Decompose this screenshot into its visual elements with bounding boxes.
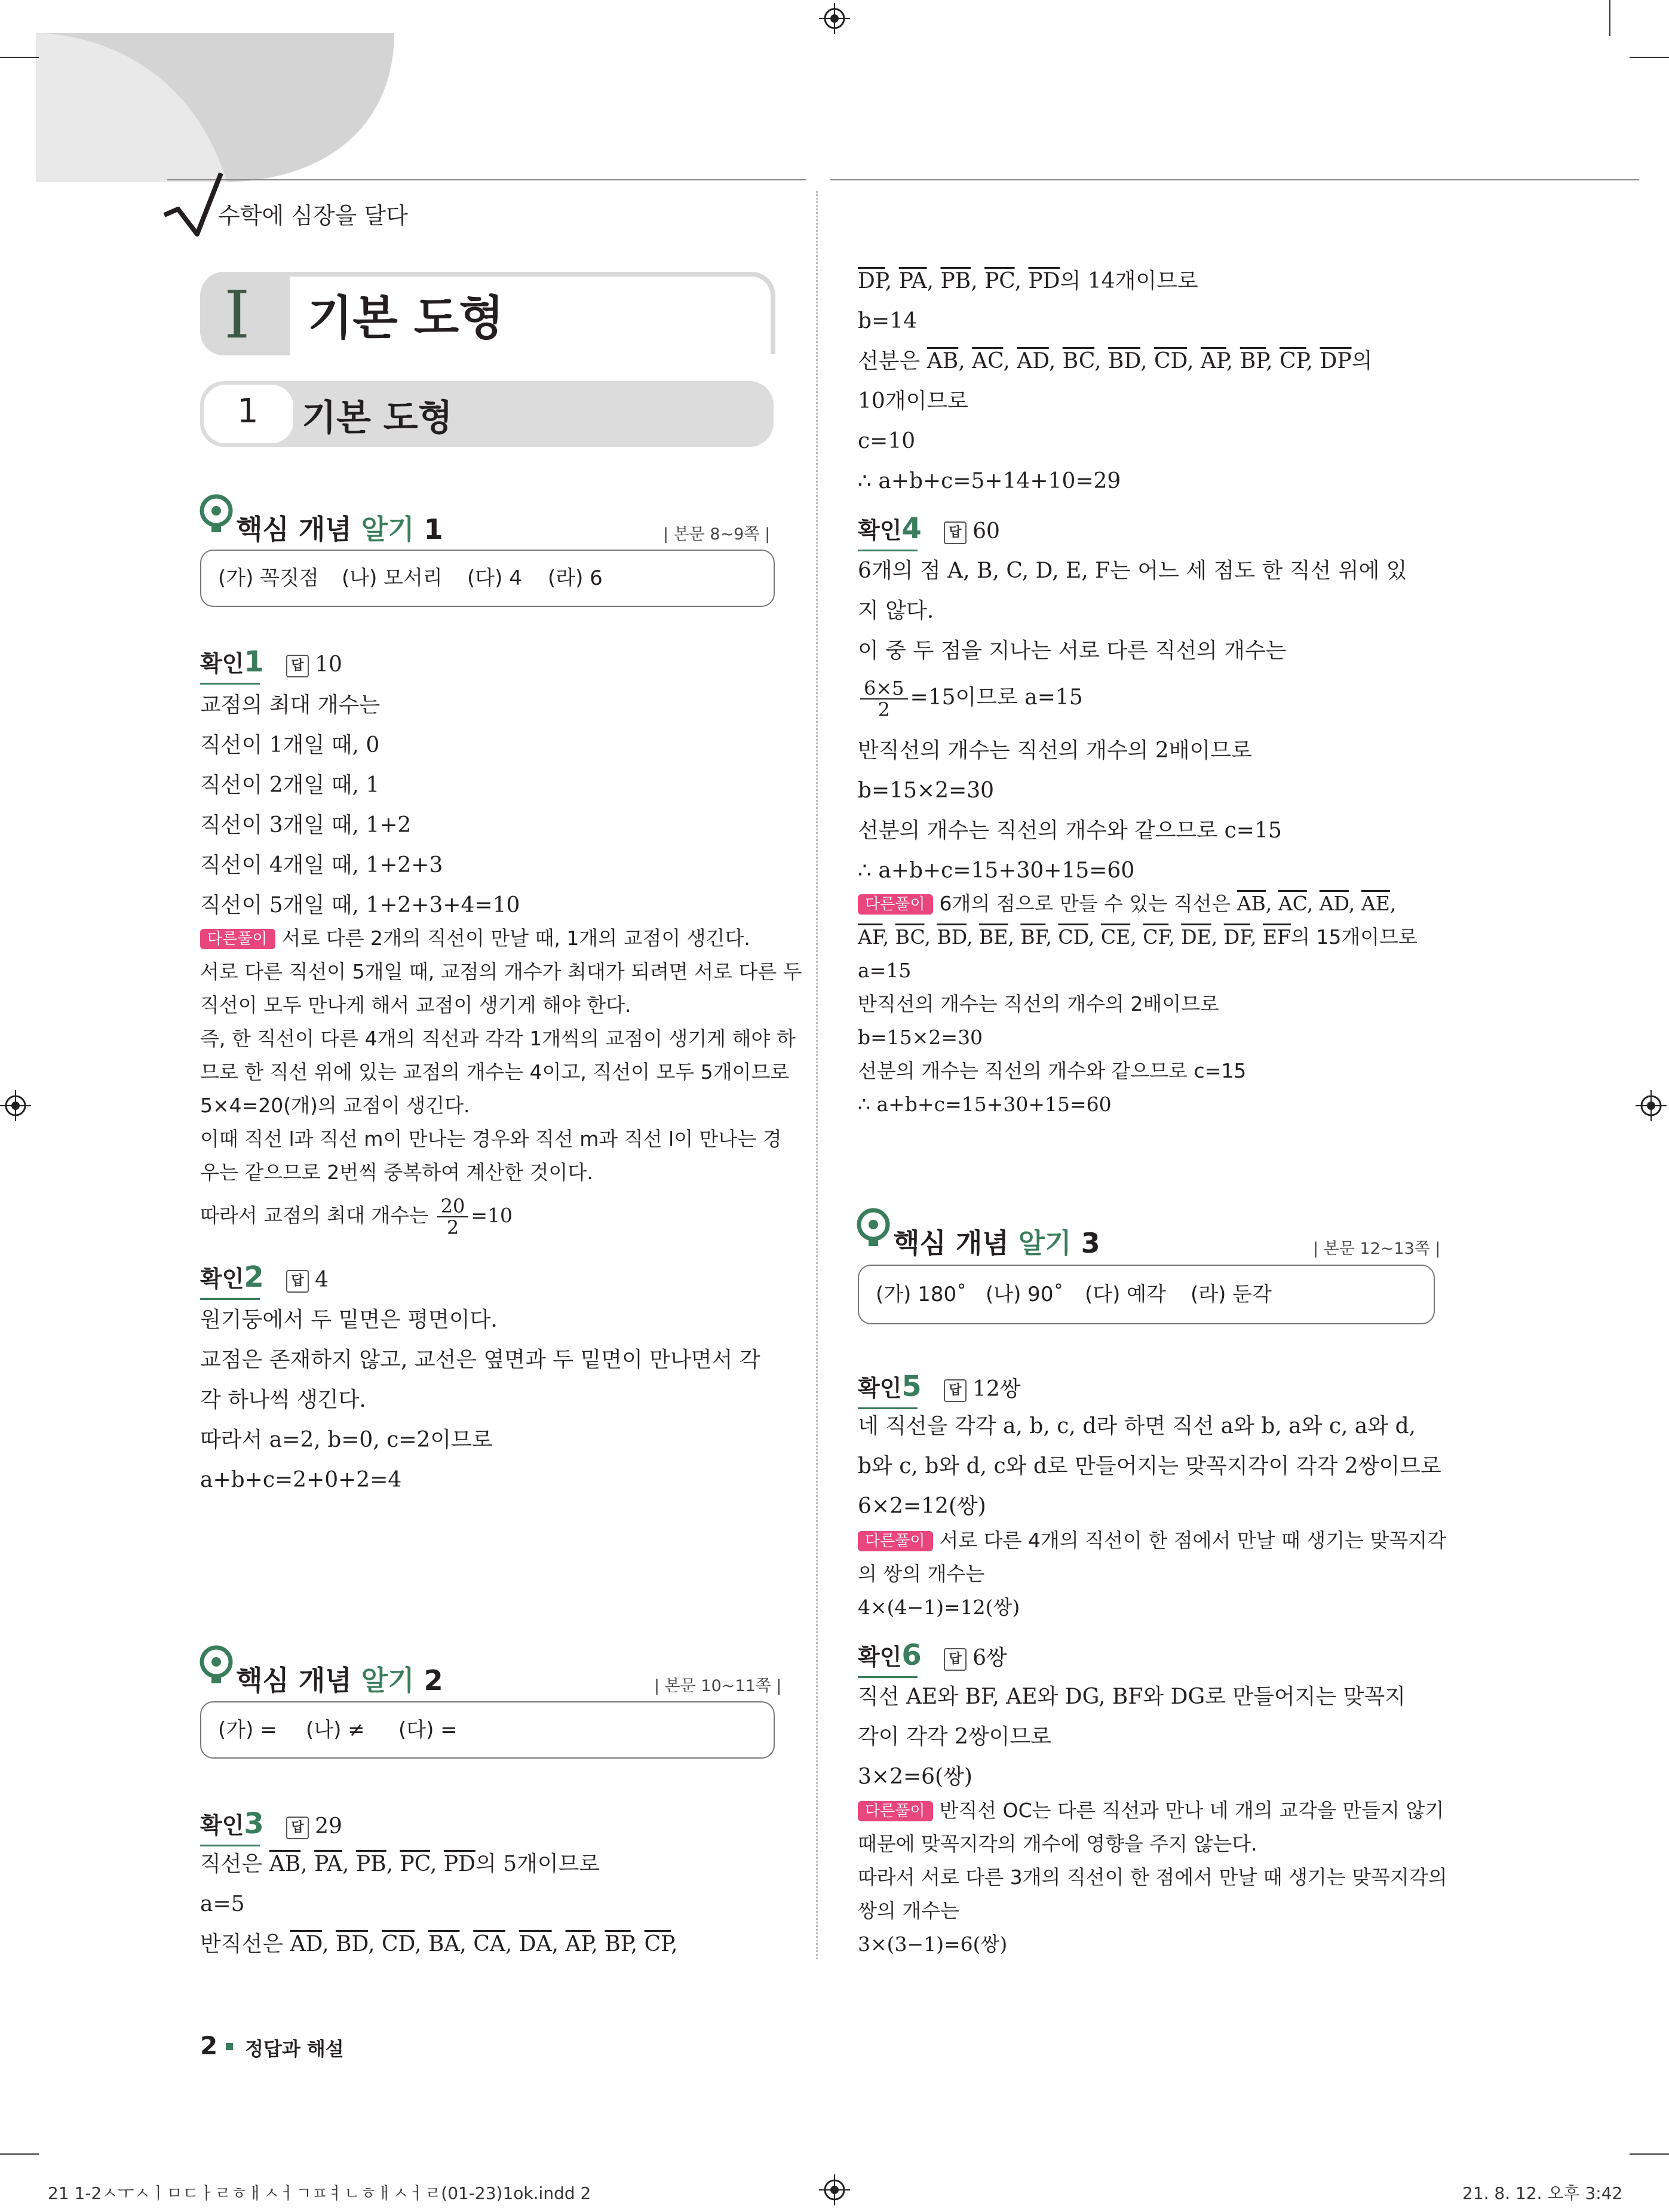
answer-mark-icon: 답 [286, 655, 309, 677]
text-line: 직선이 5개일 때, 1+2+3+4=10 [200, 893, 520, 918]
alt-solution-line: 다른풀이 반직선 OC는 다른 직선과 만나 네 개의 교각을 만들지 않기 [858, 1797, 1444, 1824]
text-line: 교점의 최대 개수는 [200, 693, 381, 717]
alt-solution-badge: 다른풀이 [858, 1531, 933, 1551]
text-line: 즉, 한 직선이 다른 4개의 직선과 각각 1개씩의 교점이 생기게 해야 하 [200, 1027, 796, 1050]
concept-3-answer-box [858, 1265, 1435, 1324]
text-line: 반직선은 $\overline{AD}$, $\overline{BD}$, $\overline{CD}$, $\overline{BA}$, $\overline{CA}$, $\overline{DA}$, $\overline{AP}$, $\overline{BP}$, $\overline{CP}$, [200, 1932, 678, 1956]
header-rule-right [830, 179, 1639, 180]
answer-mark-icon: 답 [286, 1817, 309, 1839]
text-line: 직선이 1개일 때, 0 [200, 733, 380, 757]
alt-solution-line: 다른풀이 6개의 점으로 만들 수 있는 직선은 $\overline{AB}$, $\overline{AC}$, $\overline{AD}$, $\overline{AE}$, [858, 890, 1396, 918]
text-line: b=15×2=30 [858, 1026, 983, 1049]
answer-mark-icon: 답 [944, 1379, 967, 1402]
text-line: 직선이 모두 만나게 해서 교점이 생기게 해야 한다. [200, 993, 631, 1017]
text-line: b=15×2=30 [858, 778, 995, 803]
text-line: 반직선의 개수는 직선의 개수의 2배이므로 [858, 738, 1252, 763]
registration-mark-top-icon [819, 3, 850, 34]
fraction-line: 따라서 교점의 최대 개수는 $\frac{20}{2}$ =10 [200, 1194, 513, 1239]
chapter-heading [200, 272, 774, 355]
crop-line [1609, 0, 1610, 36]
concept-2-answer-box [200, 1701, 775, 1759]
text-line: 6×2=12(쌍) [858, 1494, 986, 1518]
chapter-numeral: I [224, 277, 250, 353]
text-line: 네 직선을 각각 a, b, c, d라 하면 직선 a와 b, a와 c, a와 d, [858, 1414, 1416, 1438]
concept-1-title: 핵심 개념 알기 1 [236, 513, 443, 545]
text-line: 따라서 서로 다른 3개의 직선이 한 점에서 만날 때 생기는 맞꼭지각의 [858, 1866, 1447, 1889]
concept-2-page-ref: | 본문 10~11쪽 | [654, 1677, 782, 1695]
text-line: c=10 [858, 429, 916, 453]
check-underline [858, 550, 918, 551]
text-line: a=5 [200, 1892, 245, 1916]
text-line: 직선이 4개일 때, 1+2+3 [200, 853, 443, 878]
concept-item: (라) 둔각 [1191, 1283, 1272, 1306]
text-line: ∴ a+b+c=15+30+15=60 [858, 858, 1135, 883]
alt-solution-line: 다른풀이 서로 다른 2개의 직선이 만날 때, 1개의 교점이 생긴다. [200, 925, 750, 952]
crop-line [0, 57, 39, 58]
concept-item: (가) = [218, 1718, 277, 1742]
check-4-heading: 확인4 답 60 [858, 512, 1000, 545]
crop-line [0, 2153, 39, 2155]
text-line: 6개의 점 A, B, C, D, E, F는 어느 세 점도 한 직선 위에 있 [858, 559, 1407, 583]
answer-mark-icon: 답 [944, 521, 967, 544]
crop-line [1630, 2153, 1669, 2155]
lightbulb-icon [197, 493, 233, 535]
text-line: 이 중 두 점을 지나는 서로 다른 직선의 개수는 [858, 639, 1287, 663]
check-1-heading: 확인1 답 10 [200, 645, 342, 679]
chapter-title: 기본 도형 [308, 292, 504, 345]
text-line: 선분은 $\overline{AB}$, $\overline{AC}$, $\overline{AD}$, $\overline{BC}$, $\overline{BD}$, $\overline{CD}$, $\overline{AP}$, $\overline{BP}$, $\overline{CP}$, $\overline{DP}$의 [858, 349, 1373, 373]
fraction-line: $\frac{6\times 5}{2}$ =15이므로 a=15 [858, 674, 1083, 722]
text-line: 각 하나씩 생긴다. [200, 1388, 366, 1412]
concept-item: (다) 4 [467, 566, 522, 590]
check-3-heading: 확인3 답 29 [200, 1807, 342, 1840]
section-title: 기본 도형 [302, 397, 453, 439]
concept-item: (나) ≠ [306, 1718, 365, 1742]
text-line: 각이 각각 2쌍이므로 [858, 1725, 1051, 1749]
concept-1-answer-box [200, 550, 775, 607]
text-line: 선분의 개수는 직선의 개수와 같으므로 c=15 [858, 818, 1282, 843]
concept-item: (다) = [398, 1718, 458, 1742]
column-divider [816, 191, 818, 1959]
answer-mark-icon: 답 [286, 1270, 309, 1293]
text-line: 이때 직선 l과 직선 m이 만나는 경우와 직선 m과 직선 l이 만나는 경 [200, 1127, 782, 1151]
text-line: 지 않다. [858, 599, 934, 623]
header-rule [167, 179, 806, 180]
text-line: 반직선의 개수는 직선의 개수의 2배이므로 [858, 992, 1219, 1016]
check-6-heading: 확인6 답 6쌍 [858, 1639, 1007, 1672]
text-line: a=15 [858, 959, 912, 982]
text-line: $\overline{DP}$, $\overline{PA}$, $\overline{PB}$, $\overline{PC}$, $\overline{PD}$의 14개이므로 [858, 269, 1198, 293]
lightbulb-icon [854, 1207, 890, 1248]
alt-solution-badge: 다른풀이 [200, 929, 275, 949]
concept-item: (가) 꼭짓점 [218, 566, 319, 590]
registration-mark-bottom-icon [819, 2174, 850, 2205]
concept-item: (다) 예각 [1085, 1283, 1166, 1306]
registration-mark-left-icon [0, 1090, 31, 1121]
concept-3-page-ref: | 본문 12~13쪽 | [1313, 1240, 1441, 1258]
text-line: 원기둥에서 두 밑면은 평면이다. [200, 1308, 498, 1332]
footer-square-icon [226, 2043, 233, 2050]
text-line: 서로 다른 직선이 5개일 때, 교점의 개수가 최대가 되려면 서로 다른 두 [200, 960, 802, 983]
text-line: ∴ a+b+c=5+14+10=29 [858, 469, 1121, 493]
section-heading [200, 381, 774, 447]
text-line: b=14 [858, 309, 918, 333]
registration-mark-right-icon [1636, 1090, 1667, 1121]
answer-mark-icon: 답 [944, 1648, 967, 1671]
sqrt-logo-icon [161, 167, 227, 239]
check-underline [200, 1298, 260, 1300]
crop-line [1630, 57, 1669, 58]
text-line: b와 c, b와 d, c와 d로 만들어지는 맞꼭지각이 각각 2쌍이므로 [858, 1454, 1441, 1478]
text-line: 직선이 2개일 때, 1 [200, 773, 380, 797]
text-line: 선분의 개수는 직선의 개수와 같으므로 c=15 [858, 1059, 1247, 1082]
concept-1-page-ref: | 본문 8~9쪽 | [663, 525, 771, 544]
text-line: 10개이므로 [858, 389, 968, 413]
concept-item: (나) 90˚ [986, 1283, 1064, 1306]
concept-item: (라) 6 [548, 566, 603, 590]
concept-3-title: 핵심 개념 알기 3 [893, 1227, 1100, 1259]
text-line: 므로 한 직선 위에 있는 교점의 개수는 4이고, 직선이 모두 5개이므로 [200, 1060, 790, 1084]
timestamp: 21. 8. 12. 오후 3:42 [1462, 2183, 1623, 2203]
text-line: 5×4=20(개)의 교점이 생긴다. [200, 1094, 470, 1117]
text-line: 3×2=6(쌍) [858, 1765, 972, 1789]
page-label: 정답과 해설 [245, 2038, 344, 2060]
text-line: 따라서 a=2, b=0, c=2이므로 [200, 1428, 493, 1452]
text-line: 직선이 3개일 때, 1+2 [200, 813, 412, 837]
page-number: 2 [200, 2031, 218, 2060]
text-line: 때문에 맞꼭지각의 개수에 영향을 주지 않는다. [858, 1832, 1257, 1855]
check-5-heading: 확인5 답 12쌍 [858, 1370, 1021, 1403]
check-2-heading: 확인2 답 4 [200, 1260, 329, 1294]
text-line: 3×(3−1)=6(쌍) [858, 1932, 1008, 1956]
text-line: 4×(4−1)=12(쌍) [858, 1596, 1020, 1619]
text-line: 직선은 $\overline{AB}$, $\overline{PA}$, $\overline{PB}$, $\overline{PC}$, $\overline{PD}$의 5개이므로 [200, 1852, 600, 1876]
lightbulb-icon [197, 1644, 233, 1686]
text-line: 쌍의 개수는 [858, 1899, 959, 1922]
text-line: 교점은 존재하지 않고, 교선은 옆면과 두 밑면이 만나면서 각 [200, 1348, 760, 1372]
text-line: ∴ a+b+c=15+30+15=60 [858, 1093, 1112, 1116]
text-line: $\overline{AF}$, $\overline{BC}$, $\overline{BD}$, $\overline{BE}$, $\overline{BF}$, $\overline{CD}$, $\overline{CE}$, $\overline{CF}$, $\overline{DE}$, $\overline{DF}$, $\overline{EF}$의 15개이므로 [858, 925, 1418, 949]
alt-solution-badge: 다른풀이 [858, 894, 933, 915]
check-underline [858, 1407, 918, 1409]
concept-item: (가) 180˚ [876, 1283, 967, 1306]
header-logo-text: 수학에 심장을 달다 [218, 203, 408, 229]
alt-solution-line: 다른풀이 서로 다른 4개의 직선이 한 점에서 만날 때 생기는 맞꼭지각 [858, 1527, 1446, 1554]
text-line: a+b+c=2+0+2=4 [200, 1468, 402, 1492]
text-line: 의 쌍의 개수는 [858, 1562, 985, 1585]
check-underline [200, 683, 260, 685]
text-line: 직선 AE와 BF, AE와 DG, BF와 DG로 만들어지는 맞꼭지 [858, 1685, 1406, 1709]
text-line: 우는 같으므로 2번씩 중복하여 계산한 것이다. [200, 1161, 593, 1184]
file-info: 21 1-2ㅅㅜㅅㅣㅁㄷㅏㄹㅎㅐㅅㅓㄱㅍㅕㄴㅎㅐㅅㅓㄹ(01-23)1ok.indd 2 [48, 2183, 591, 2203]
concept-item: (나) 모서리 [342, 566, 443, 590]
check-underline [200, 1845, 260, 1846]
check-underline [858, 1676, 918, 1678]
concept-2-title: 핵심 개념 알기 2 [236, 1664, 443, 1696]
section-number: 1 [237, 392, 259, 431]
alt-solution-badge: 다른풀이 [858, 1801, 933, 1821]
